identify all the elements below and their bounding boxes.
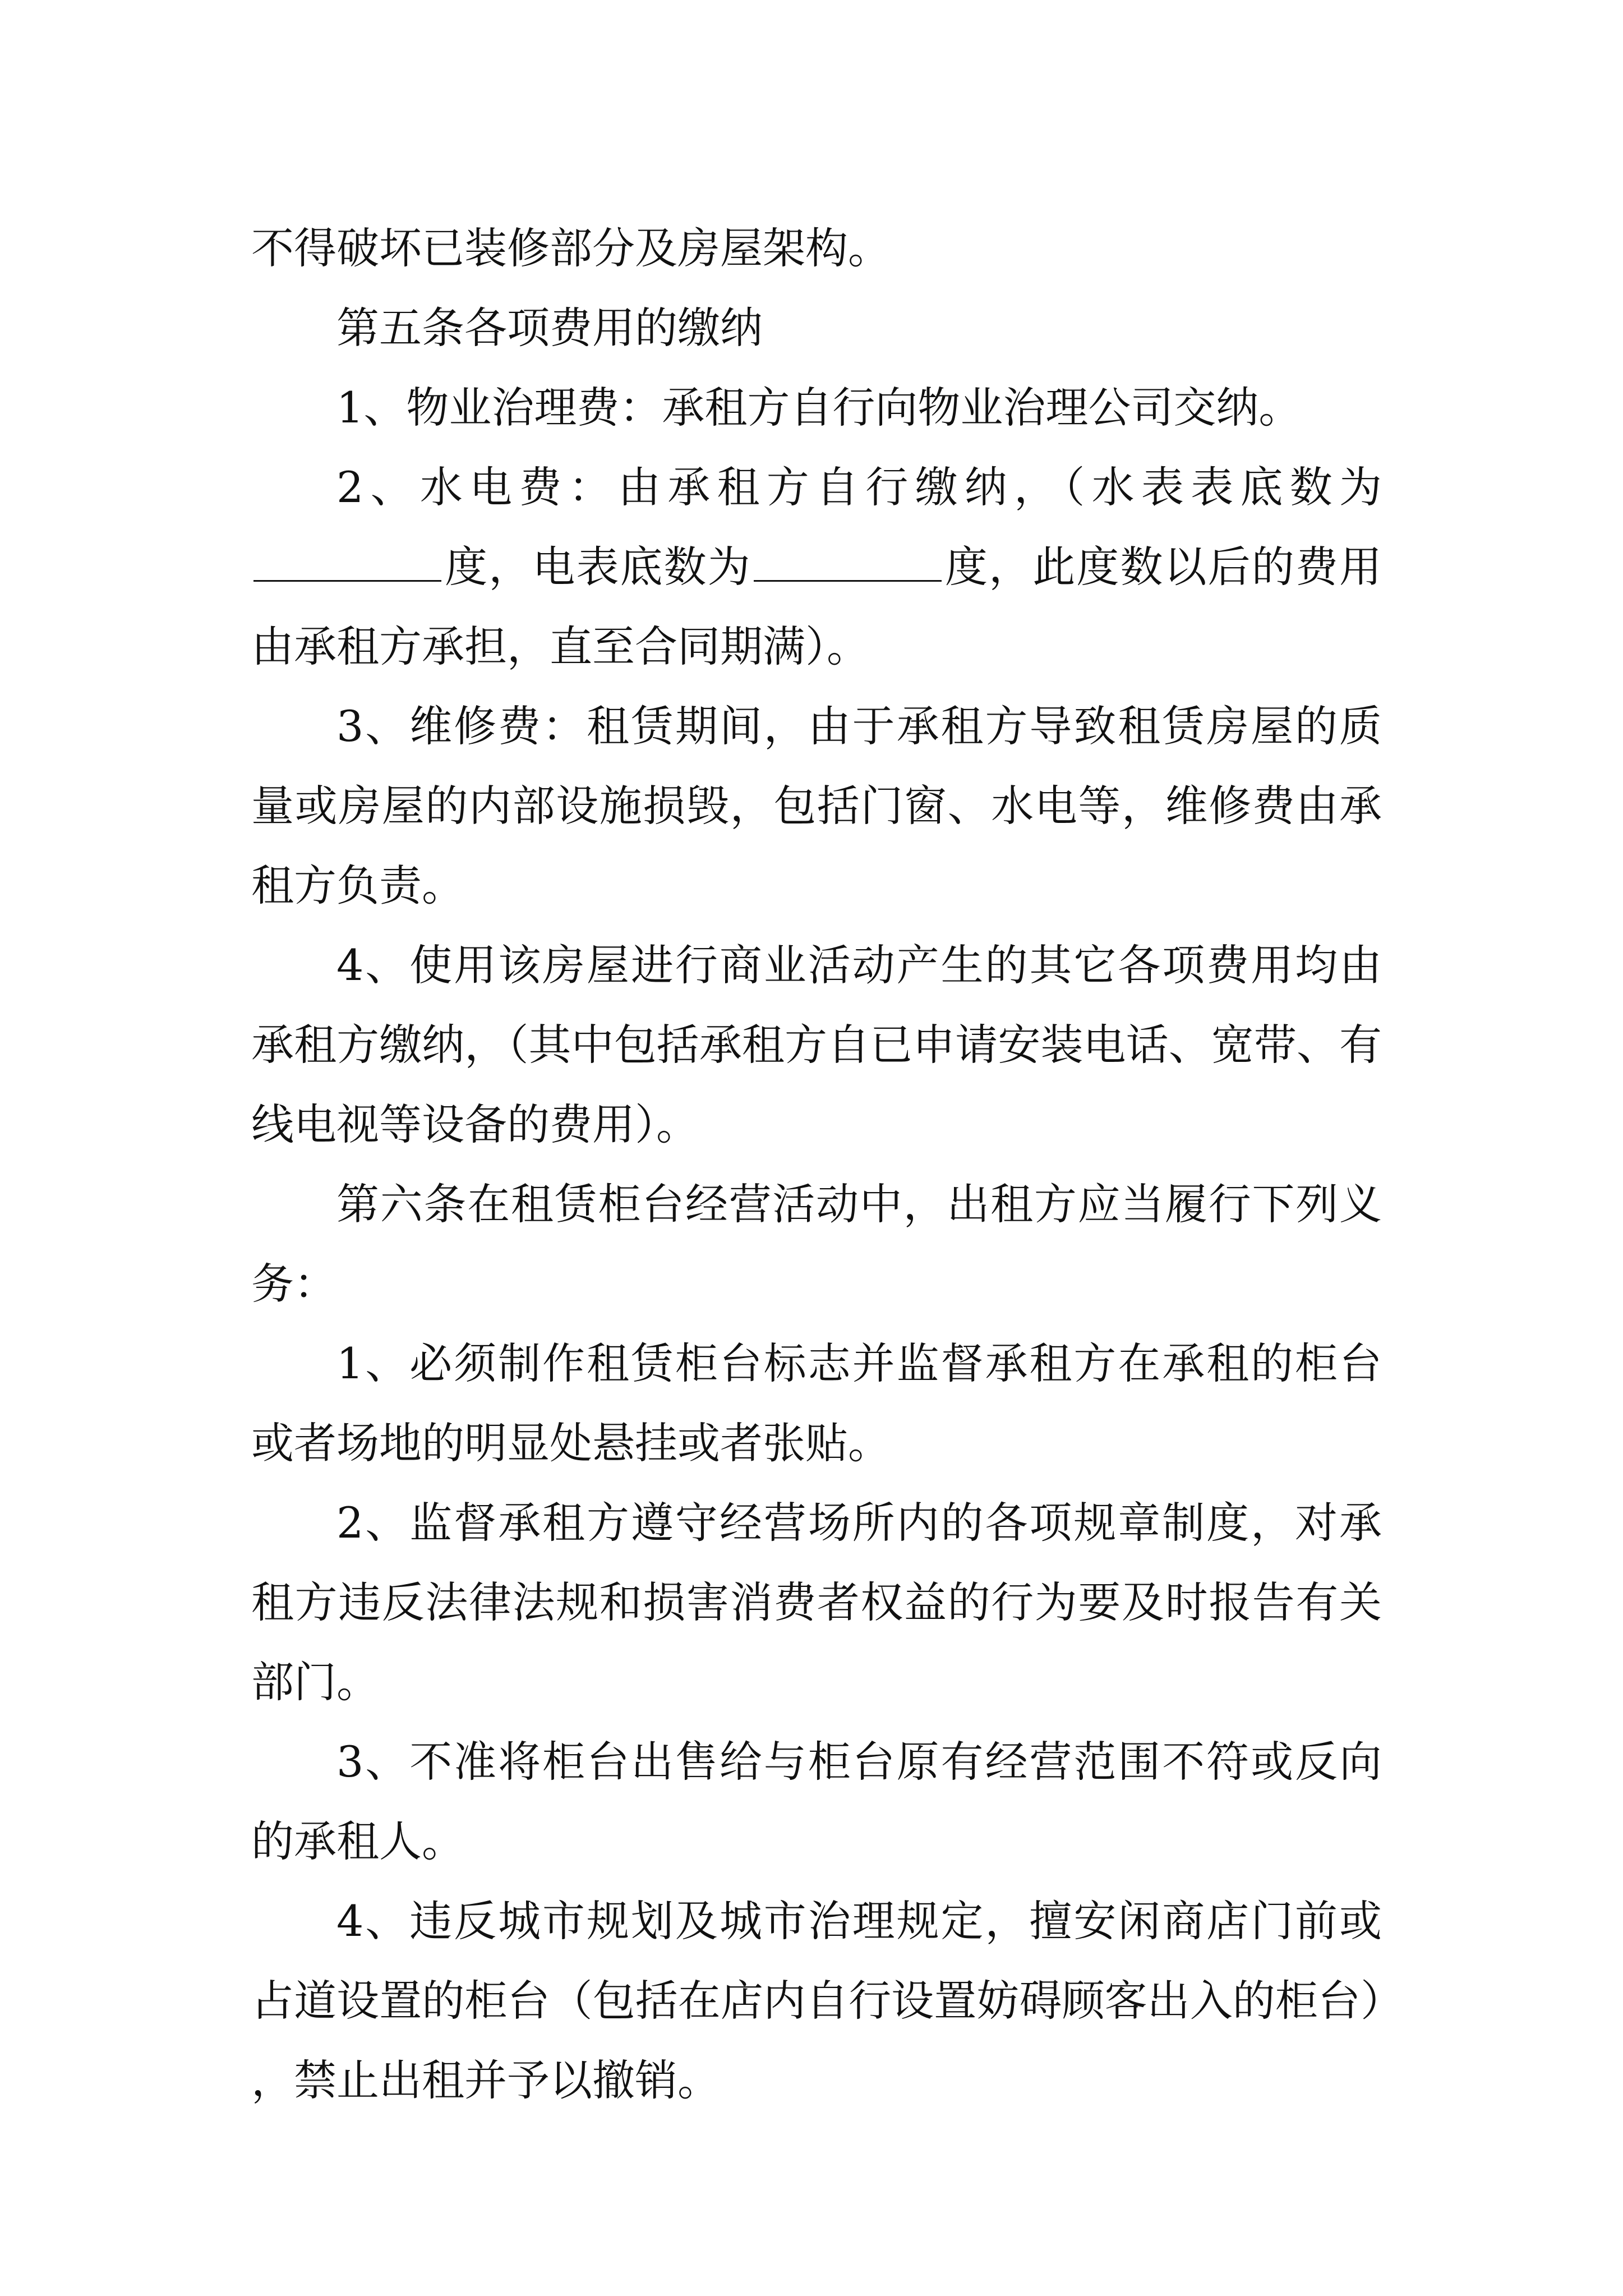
article-6-item-3: 3、不准将柜台出售给与柜台原有经营范围不符或反向的承租人。 bbox=[251, 1737, 1382, 1866]
article-5-heading: 第五条各项费用的缴纳 bbox=[336, 303, 763, 353]
article-6-item-4: 4、违反城市规划及城市治理规定，擅安闲商店门前或占道设置的柜台（包括在店内自行设置妨碍顾客出入的柜台），禁止出租并予以撤销。 bbox=[251, 1896, 1382, 2105]
electric-meter-blank bbox=[754, 546, 942, 582]
item-2-text-a: 2、水电费：由承租方自行缴纳，（水表表底数为 bbox=[336, 462, 1382, 512]
document-page bbox=[251, 209, 1382, 2120]
item-2-text-b: 度，电表底数为 bbox=[444, 542, 751, 592]
article-5-item-2 bbox=[251, 448, 1382, 687]
article-5-item-4: 4、使用该房屋进行商业活动产生的其它各项费用均由承租方缴纳，（其中包括承租方自已申请安装电话、宽带、有线电视等设备的费用）。 bbox=[251, 940, 1382, 1149]
article-5-item-3: 3、维修费：租赁期间，由于承租方导致租赁房屋的质量或房屋的内部设施损毁，包括门窗、水电等，维修费由承租方负责。 bbox=[251, 701, 1382, 910]
article-6-item-1: 1、必须制作租赁柜台标志并监督承租方在承租的柜台或者场地的明显处悬挂或者张贴。 bbox=[251, 1338, 1382, 1468]
water-meter-blank bbox=[253, 546, 441, 582]
article-6-heading: 第六条在租赁柜台经营活动中，出租方应当履行下列义务： bbox=[251, 1179, 1382, 1309]
article-6-item-2: 2、监督承租方遵守经营场所内的各项规章制度，对承租方违反法律法规和损害消费者权益的行为要及时报告有关部门。 bbox=[251, 1498, 1382, 1707]
item-2-text-c: 度，此度数以后的费用由承租方承担，直至合同期满）。 bbox=[251, 542, 1382, 671]
paragraph-continuation: 不得破坏已装修部分及房屋架构。 bbox=[251, 223, 891, 273]
article-5-item-1: 1、物业治理费：承租方自行向物业治理公司交纳。 bbox=[336, 383, 1302, 432]
